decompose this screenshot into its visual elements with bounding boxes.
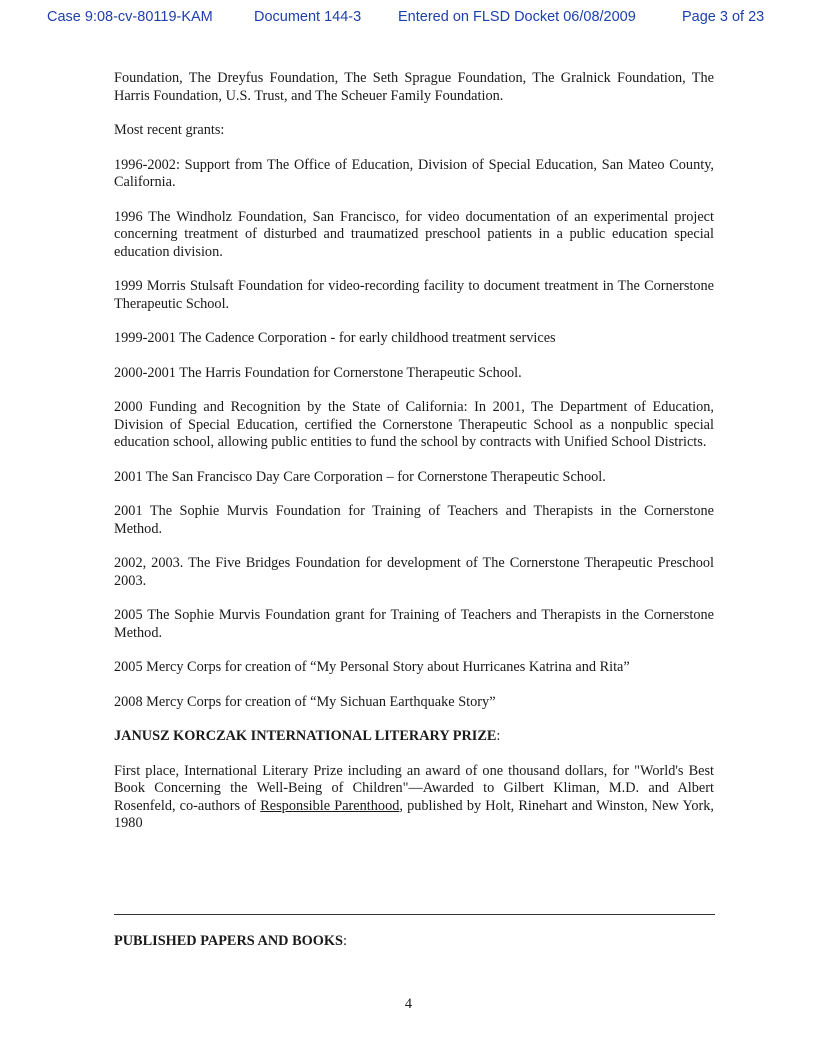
docket-entry: Entered on FLSD Docket 06/08/2009 <box>398 9 636 25</box>
paragraph-recent-grants: Most recent grants: <box>114 122 225 138</box>
paragraph-grant-2000: 2000 Funding and Recognition by the State of California: In 2001, The Department of Education, Division of Special Education, certified the Cornerstone Therapeutic School as a nonpublic special education school, allowing public entities to fund the school by contracts with Unified School Districts. <box>114 399 714 450</box>
page-indicator: Page 3 of 23 <box>682 9 765 25</box>
paragraph-korczak-prize <box>114 763 714 833</box>
published-heading-colon: : <box>342 933 347 949</box>
paragraph-grant-2001-daycare: 2001 The San Francisco Day Care Corporation – for Cornerstone Therapeutic School. <box>114 468 606 485</box>
paragraph-grant-2005-mercy: 2005 Mercy Corps for creation of “My Personal Story about Hurricanes Katrina and Rita” <box>114 659 630 675</box>
paragraph-grant-2005-murvis: 2005 The Sophie Murvis Foundation grant for Training of Teachers and Therapists in the Cornerstone Method. <box>114 607 714 641</box>
published-heading-text: PUBLISHED PAPERS AND BOOKS <box>114 933 343 949</box>
paragraph-grant-2008-mercy: 2008 Mercy Corps for creation of “My Sichuan Earthquake Story” <box>114 693 496 710</box>
section-heading-published <box>114 933 347 950</box>
section-heading-korczak <box>114 728 714 746</box>
korczak-heading-colon: : <box>496 728 501 744</box>
page-number: 4 <box>404 996 413 1012</box>
document-body <box>114 70 714 850</box>
document-number: Document 144-3 <box>254 9 362 25</box>
horizontal-rule <box>114 914 715 915</box>
paragraph-grant-1999: 1999 Morris Stulsaft Foundation for video-recording facility to document treatment in The Cornerstone Therapeutic School. <box>114 278 714 312</box>
korczak-text-before: First place, International Literary Prize including an award of one thousand dollars, for "World's Best Book Concerning the Well-Being of Children"—Awarded to Gilbert Kliman, M.D. and Albert Rosenfeld, co-authors of <box>114 762 714 814</box>
korczak-text-after: , published by Holt, Rinehart and Winston, New York, 1980 <box>114 797 714 831</box>
paragraph-grant-1996-2002: 1996-2002: Support from The Office of Education, Division of Special Education, San Mateo County, California. <box>114 156 714 190</box>
book-title: Responsible Parenthood <box>260 797 400 814</box>
paragraph-grant-1996: 1996 The Windholz Foundation, San Francisco, for video documentation of an experimental project concerning treatment of disturbed and traumatized preschool patients in a public education special education division. <box>114 208 714 260</box>
paragraph-grant-2000-2001: 2000-2001 The Harris Foundation for Cornerstone Therapeutic School. <box>114 364 522 381</box>
case-number: Case 9:08-cv-80119-KAM <box>47 9 213 25</box>
paragraph-grant-2002-2003: 2002, 2003. The Five Bridges Foundation for development of The Cornerstone Therapeutic Preschool 2003. <box>114 555 714 589</box>
korczak-heading-text: JANUSZ KORCZAK INTERNATIONAL LITERARY PRIZE <box>114 728 497 744</box>
paragraph-grant-2001-murvis: 2001 The Sophie Murvis Foundation for Training of Teachers and Therapists in the Cornerstone Method. <box>114 503 714 537</box>
paragraph-grant-1999-2001: 1999-2001 The Cadence Corporation - for early childhood treatment services <box>114 330 556 346</box>
paragraph-foundations: Foundation, The Dreyfus Foundation, The Seth Sprague Foundation, The Gralnick Foundation, The Harris Foundation, U.S. Trust, and The Scheuer Family Foundation. <box>114 70 714 104</box>
